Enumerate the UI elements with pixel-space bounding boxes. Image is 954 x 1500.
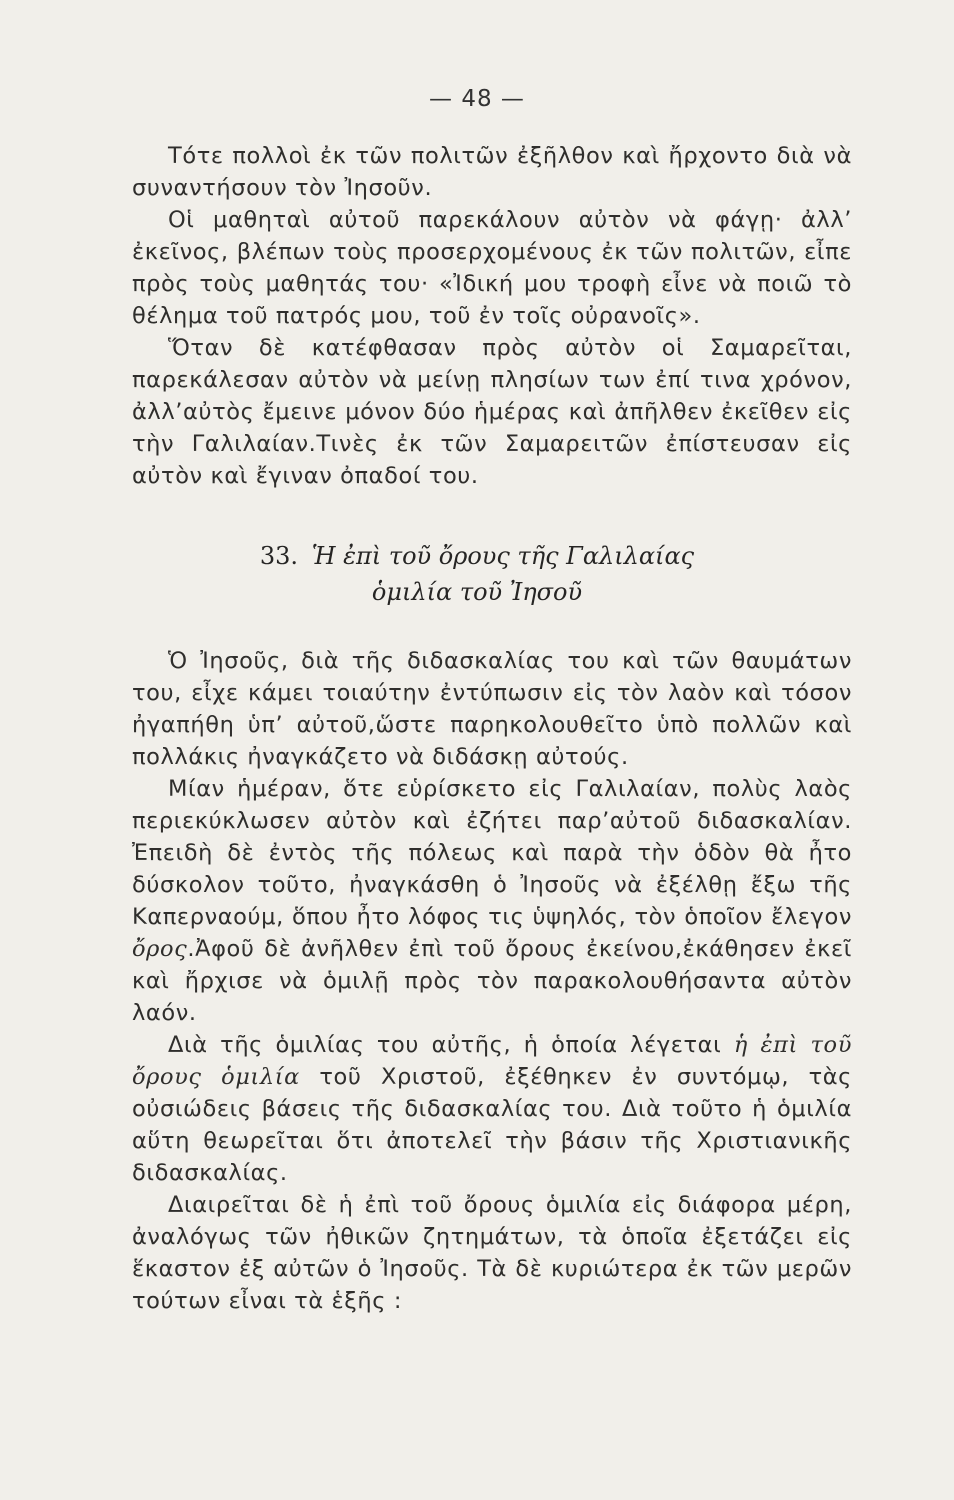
section-heading (0, 538, 954, 610)
paragraph-text: τοῦ Χριστοῦ, ἐξέθηκεν ἐν συντόμῳ, τὰς οὐσιώδεις βάσεις τῆς διδασκαλίας του. Διὰ τοῦτο ἡ ὁμιλία αὕτη θεωρεῖται ὅτι ἀποτελεῖ τὴν βάσιν τῆς Χριστιανικῆς διδασκαλίας. (132, 1064, 852, 1186)
heading-title-1: Ἡ ἐπὶ τοῦ ὄρους τῆς Γαλιλαίας (311, 542, 695, 570)
section-number: 33. (259, 542, 299, 570)
paragraph: Τότε πολλοὶ ἐκ τῶν πολιτῶν ἐξῆλθον καὶ ἤρχοντο διὰ νὰ συναντήσουν τὸν Ἰησοῦν. (132, 143, 852, 201)
heading-line-2: ὁμιλία τοῦ Ἰησοῦ (371, 578, 583, 606)
page-number: — 48 — (429, 86, 525, 112)
paragraph-text: .Ἀφοῦ δὲ ἀνῆλθεν ἐπὶ τοῦ ὄρους ἐκείνου,ἐκάθησεν ἐκεῖ καὶ ἤρχισε νὰ ὁμιλῇ πρὸς τὸν παρακολουθήσαντα αὐτὸν λαόν. (132, 936, 852, 1026)
paragraph-text: Μίαν ἡμέραν, ὅτε εὑρίσκετο εἰς Γαλιλαίαν, πολὺς λαὸς περιεκύκλωσεν αὐτὸν καὶ ἐζήτει παρ’αὐτοῦ διδασκαλίαν. Ἐπειδὴ δὲ ἐντὸς τῆς πόλεως καὶ παρὰ τὴν ὁδὸν θὰ ἦτο δύσκολον τοῦτο, ἠναγκάσθη ὁ Ἰησοῦς νὰ ἐξέλθῃ ἔξω τῆς Καπερναούμ, ὅπου ἦτο λόφος τις ὑψηλός, τὸν ὁποῖον ἔλεγον (132, 776, 852, 930)
paragraph (132, 773, 852, 1029)
paragraph: Οἱ μαθηταὶ αὐτοῦ παρεκάλουν αὐτὸν νὰ φάγῃ· ἀλλ’ ἐκεῖνος, βλέπων τοὺς προσερχομένους ἐκ τῶν πολιτῶν, εἶπε πρὸς τοὺς μαθητάς του· «Ἰδική μου τροφὴ εἶνε νὰ ποιῶ τὸ θέλημα τοῦ πατρός μου, τοῦ ἐν τοῖς οὐρανοῖς». (132, 207, 852, 329)
heading-line-1 (0, 538, 954, 574)
text-block-bottom (132, 645, 852, 1317)
paragraph: Διαιρεῖται δὲ ἡ ἐπὶ τοῦ ὄρους ὁμιλία εἰς διάφορα μέρη, ἀναλόγως τῶν ἠθικῶν ζητημάτων, τὰ ὁποῖα ἐξετάζει εἰς ἕκαστον ἐξ αὐτῶν ὁ Ἰησοῦς. Τὰ δὲ κυριώτερα ἐκ τῶν μερῶν τούτων εἶναι τὰ ἑξῆς : (132, 1192, 852, 1314)
paragraph: Ὅταν δὲ κατέφθασαν πρὸς αὐτὸν οἱ Σαμαρεῖται, παρεκάλεσαν αὐτὸν νὰ μείνῃ πλησίων των ἐπί τινα χρόνον, ἀλλ’αὐτὸς ἔμεινε μόνον δύο ἡμέρας καὶ ἀπῆλθεν ἐκεῖθεν εἰς τὴν Γαλιλαίαν.Τινὲς ἐκ τῶν Σαμαρειτῶν ἐπίστευσαν εἰς αὐτὸν καὶ ἔγιναν ὀπαδοί του. (132, 335, 852, 489)
paragraph (132, 1029, 852, 1189)
paragraph: Ὁ Ἰησοῦς, διὰ τῆς διδασκαλίας του καὶ τῶν θαυμάτων του, εἶχε κάμει τοιαύτην ἐντύπωσιν εἰς τὸν λαὸν καὶ τόσον ἠγαπήθη ὑπ’ αὐτοῦ,ὥστε παρηκολουθεῖτο ὑπὸ πολλῶν καὶ πολλάκις ἠναγκάζετο νὰ διδάσκῃ αὐτούς. (132, 648, 852, 770)
italic-term: ἡ ἐπὶ τοῦ ὄρους ὁμιλία (132, 1032, 852, 1090)
text-block-top (132, 140, 852, 492)
italic-term: ὄρος (132, 936, 188, 962)
paragraph-text: Διὰ τῆς ὁμιλίας του αὐτῆς, ἡ ὁποία λέγεται (168, 1032, 722, 1058)
